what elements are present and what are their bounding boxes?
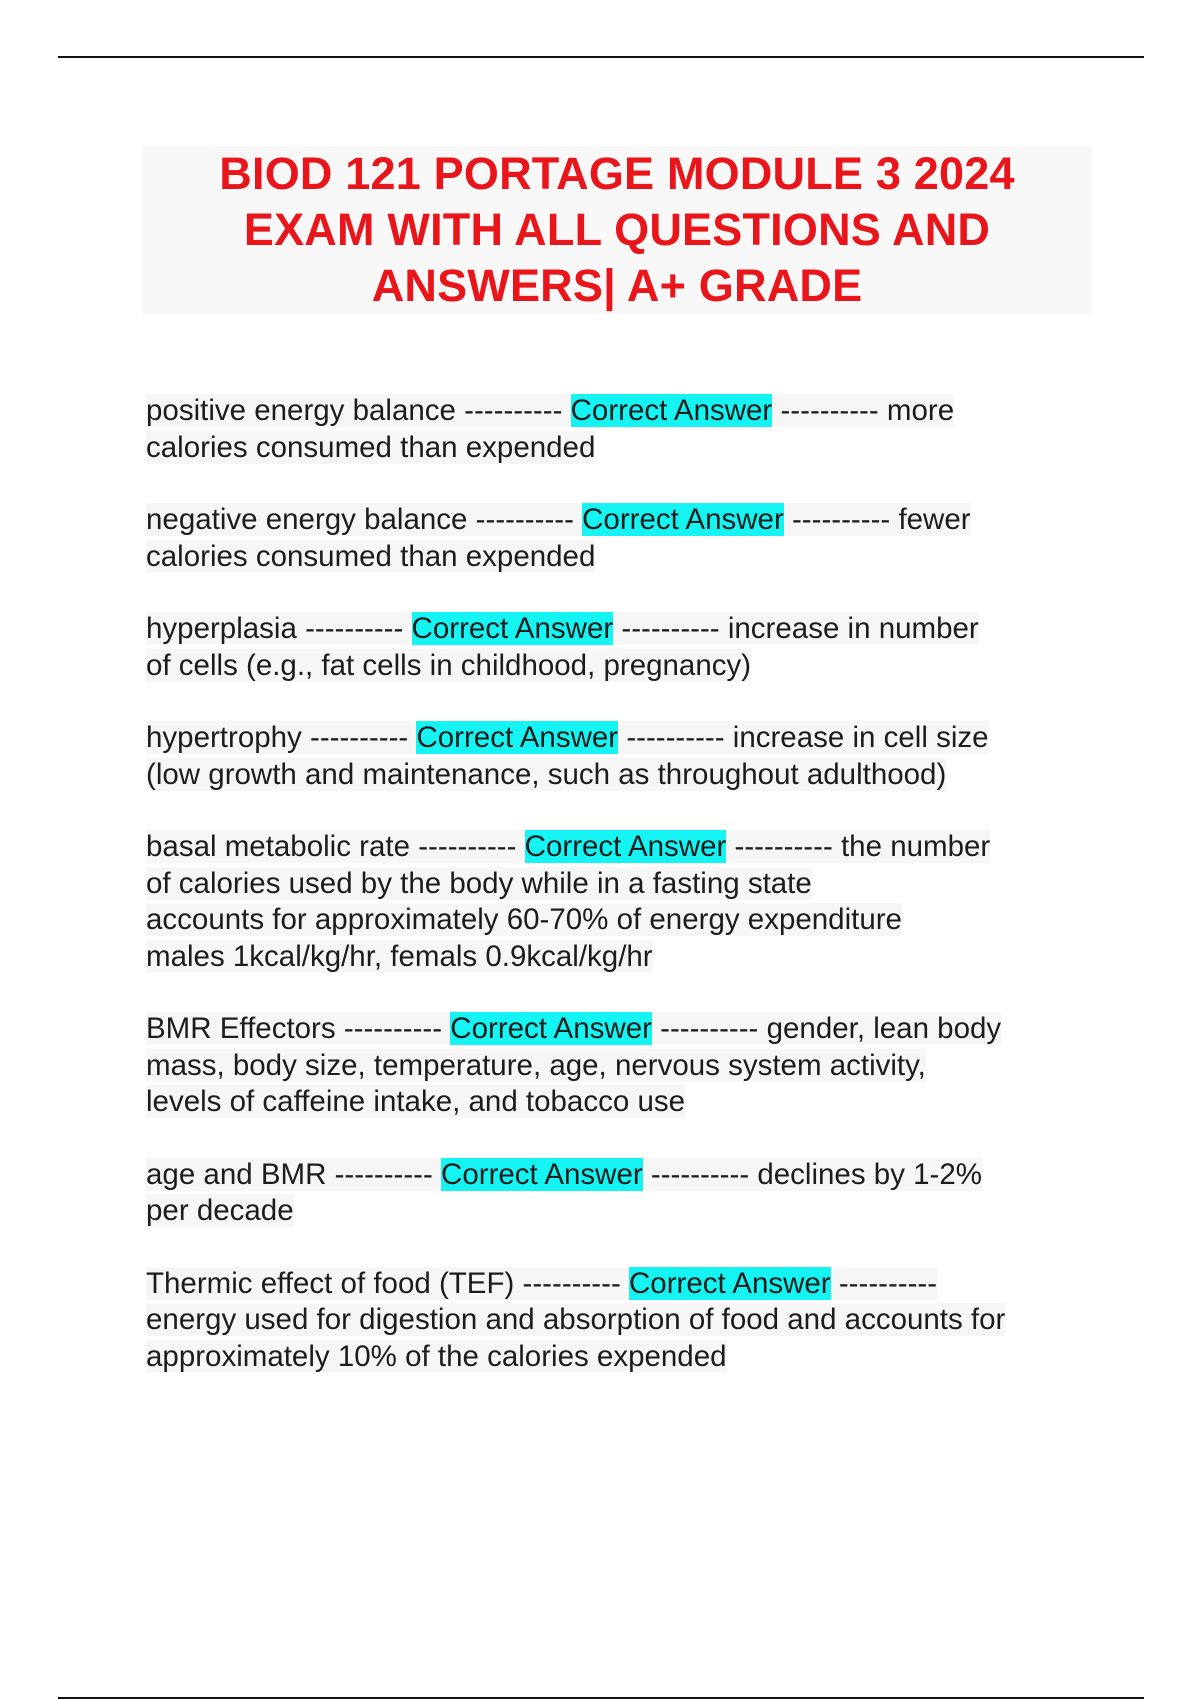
qa-term: basal metabolic rate [146, 830, 411, 863]
title-line-1: BIOD 121 PORTAGE MODULE 3 2024 [219, 148, 1015, 199]
qa-answer-text: (low growth and maintenance, such as throughout adulthood) [146, 757, 947, 791]
qa-answer-text: males 1kcal/kg/hr, femals 0.9kcal/kg/hr [146, 939, 653, 973]
qa-answer-text: accounts for approximately 60-70% of energy expenditure [146, 903, 902, 936]
qa-separator: ---------- [734, 830, 833, 863]
qa-separator: ---------- [310, 721, 409, 754]
qa-separator: ---------- [650, 1157, 750, 1191]
qa-question-part [146, 612, 412, 645]
qa-first-line [146, 393, 1096, 430]
qa-question-part [146, 830, 525, 863]
qa-item [146, 1266, 1096, 1376]
qa-separator: ---------- [838, 1266, 938, 1300]
correct-answer-highlight: Correct Answer [582, 503, 784, 536]
qa-item [146, 393, 1096, 466]
qa-answer-line [146, 1048, 1096, 1085]
qa-separator: ---------- [334, 1157, 433, 1191]
qa-question-part [146, 394, 571, 427]
qa-answer-text: energy used for digestion and absorption of food and accounts for [146, 1303, 1006, 1336]
qa-separator: ---------- [626, 721, 725, 754]
qa-answer-start: declines by 1-2% [757, 1157, 983, 1191]
qa-term: age and BMR [146, 1157, 327, 1191]
qa-item [146, 1157, 1096, 1230]
title-line-3: ANSWERS| A+ GRADE [371, 260, 863, 311]
qa-term: positive energy balance [146, 394, 456, 427]
qa-answer-line [146, 902, 1096, 939]
qa-question-part [146, 1158, 441, 1191]
qa-answer-part [613, 612, 979, 645]
qa-separator: ---------- [343, 1012, 443, 1045]
qa-answer-line [146, 1193, 1096, 1230]
qa-answer-line [146, 757, 1096, 794]
qa-answer-text: mass, body size, temperature, age, nervous system activity, [146, 1048, 926, 1082]
qa-separator: ---------- [791, 503, 891, 536]
qa-answer-text: per decade [146, 1194, 294, 1227]
qa-separator: ---------- [475, 503, 574, 536]
qa-answer-line [146, 1339, 1096, 1376]
qa-item [146, 1011, 1096, 1121]
correct-answer-highlight: Correct Answer [416, 721, 619, 754]
qa-separator: ---------- [621, 612, 720, 645]
qa-first-line [146, 502, 1096, 539]
qa-question-part [146, 1012, 450, 1045]
qa-question-part [146, 503, 582, 536]
qa-first-line [146, 611, 1096, 648]
qa-answer-part [618, 721, 988, 754]
qa-first-line [146, 1157, 1096, 1194]
qa-separator: ---------- [660, 1012, 759, 1045]
qa-answer-text: calories consumed than expended [146, 539, 596, 573]
qa-answer-part [831, 1267, 937, 1300]
qa-answer-part [643, 1158, 982, 1191]
qa-answer-part [784, 503, 971, 536]
qa-answer-line [146, 866, 1096, 903]
qa-question-part [146, 1267, 629, 1300]
qa-answer-start: fewer [898, 503, 971, 536]
qa-answer-part [726, 830, 990, 863]
qa-first-line [146, 829, 1096, 866]
qa-answer-text: of calories used by the body while in a fasting state [146, 866, 812, 900]
qa-answer-start: increase in cell size [732, 721, 989, 754]
qa-first-line [146, 1266, 1096, 1303]
qa-answer-line [146, 648, 1096, 685]
qa-term: hypertrophy [146, 721, 302, 754]
qa-item [146, 502, 1096, 575]
document-title [142, 146, 1092, 314]
correct-answer-highlight: Correct Answer [450, 1012, 652, 1045]
qa-item [146, 611, 1096, 684]
qa-answer-text: approximately 10% of the calories expended [146, 1339, 727, 1373]
top-rule [58, 56, 1144, 58]
qa-answer-line [146, 939, 1096, 976]
qa-item [146, 829, 1096, 975]
qa-list [146, 393, 1096, 1375]
qa-item [146, 720, 1096, 793]
qa-separator: ---------- [522, 1266, 621, 1300]
qa-separator: ---------- [780, 394, 879, 427]
qa-term: BMR Effectors [146, 1012, 336, 1045]
qa-answer-line [146, 539, 1096, 576]
correct-answer-highlight: Correct Answer [411, 612, 614, 645]
qa-answer-part [772, 394, 954, 427]
qa-term: hyperplasia [146, 612, 297, 645]
correct-answer-highlight: Correct Answer [441, 1157, 643, 1191]
qa-first-line [146, 720, 1096, 757]
qa-separator: ---------- [418, 830, 517, 863]
qa-answer-line [146, 1084, 1096, 1121]
correct-answer-highlight: Correct Answer [524, 830, 727, 863]
qa-answer-start: the number [840, 830, 991, 863]
qa-answer-part [652, 1012, 1001, 1045]
qa-answer-line [146, 1302, 1096, 1339]
title-line-2: EXAM WITH ALL QUESTIONS AND [243, 204, 991, 255]
qa-term: Thermic effect of food (TEF) [146, 1266, 515, 1300]
correct-answer-highlight: Correct Answer [570, 394, 773, 427]
qa-separator: ---------- [464, 394, 563, 427]
qa-separator: ---------- [305, 612, 404, 645]
qa-answer-line [146, 430, 1096, 467]
correct-answer-highlight: Correct Answer [628, 1266, 831, 1300]
qa-answer-start: more [886, 394, 955, 427]
qa-question-part [146, 721, 416, 754]
qa-term: negative energy balance [146, 503, 468, 536]
bottom-rule [58, 1697, 1144, 1699]
qa-answer-text: calories consumed than expended [146, 430, 596, 464]
qa-answer-text: of cells (e.g., fat cells in childhood, pregnancy) [146, 648, 752, 682]
qa-answer-text: levels of caffeine intake, and tobacco use [146, 1085, 686, 1118]
qa-answer-start: increase in number [727, 612, 979, 645]
qa-first-line [146, 1011, 1096, 1048]
qa-answer-start: gender, lean body [766, 1012, 1002, 1045]
